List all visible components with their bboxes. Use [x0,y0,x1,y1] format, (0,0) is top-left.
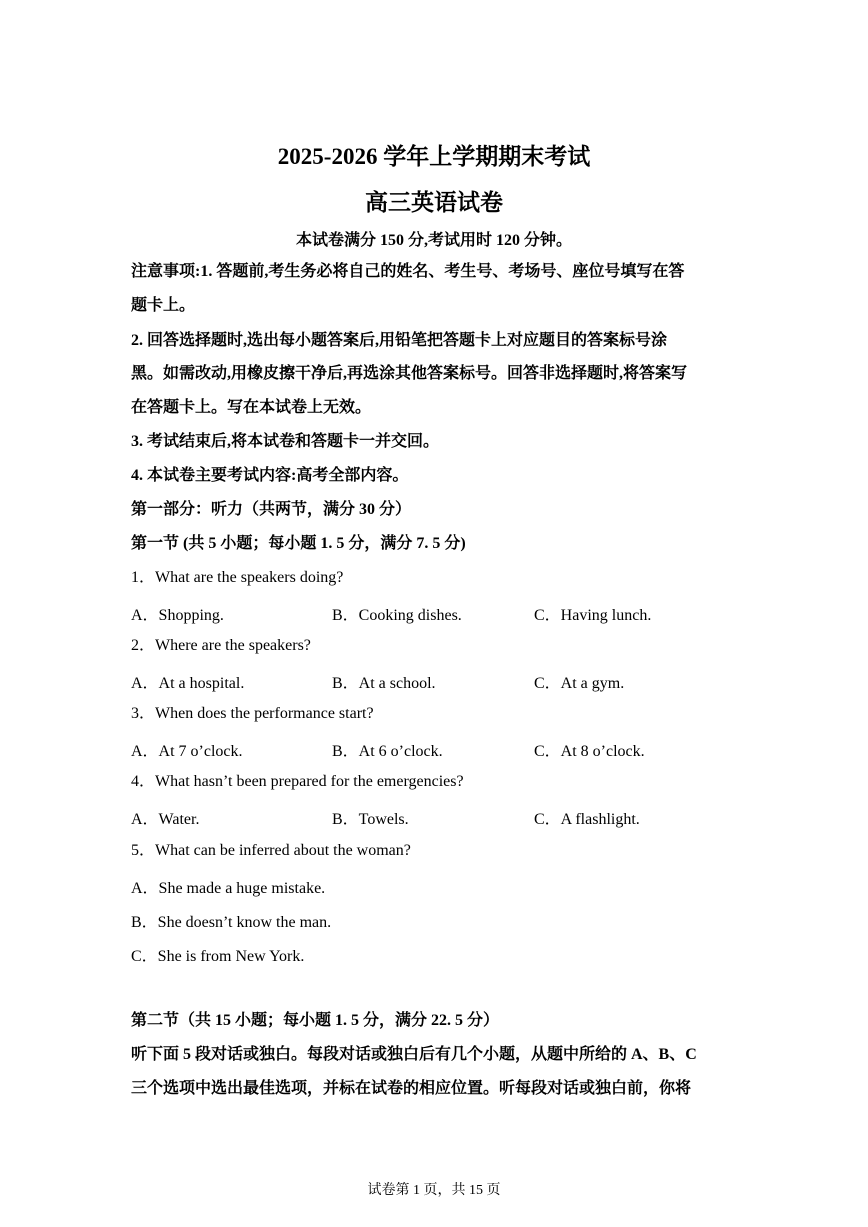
question-1-option-a: A．Shopping. [131,607,224,624]
question-3: 3．When does the performance start? [131,705,374,722]
part1-heading: 第一部分：听力（共两节，满分 30 分） [131,501,412,518]
notes-line-1: 注意事项:1. 答题前,考生务必将自己的姓名、考生号、考场号、座位号填写在答 [131,263,685,280]
question-4-option-b: B．Towels. [332,811,409,828]
section2-instructions-line-2: 三个选项中选出最佳选项，并标在试卷的相应位置。听每段对话或独白前，你将 [131,1080,692,1097]
question-2: 2．Where are the speakers? [131,637,311,654]
question-3-option-c: C．At 8 o’clock. [534,743,645,760]
question-1: 1．What are the speakers doing? [131,569,344,586]
question-1-option-b: B．Cooking dishes. [332,607,462,624]
notes-line-4: 黑。如需改动,用橡皮擦干净后,再选涂其他答案标号。回答非选择题时,将答案写 [131,365,688,382]
exam-title: 2025-2026 学年上学期期末考试 [277,144,591,169]
notes-line-3: 2. 回答选择题时,选出每小题答案后,用铅笔把答题卡上对应题目的答案标号涂 [131,332,668,349]
section1-heading: 第一节 (共 5 小题；每小题 1. 5 分，满分 7. 5 分) [131,535,466,552]
question-5-option-a: A．She made a huge mistake. [131,880,326,897]
question-2-option-a: A．At a hospital. [131,675,245,692]
page-footer: 试卷第 1 页，共 15 页 [367,1183,501,1198]
question-3-option-b: B．At 6 o’clock. [332,743,443,760]
question-4: 4．What hasn’t been prepared for the emergencies? [131,773,464,790]
score-note: 本试卷满分 150 分,考试用时 120 分钟。 [295,232,572,249]
question-5-option-c: C．She is from New York. [131,948,305,965]
notes-line-5: 在答题卡上。写在本试卷上无效。 [131,399,372,416]
notes-line-6: 3. 考试结束后,将本试卷和答题卡一并交回。 [131,433,440,450]
notes-line-2: 题卡上。 [131,297,196,314]
section2-instructions-line-1: 听下面 5 段对话或独白。每段对话或独白后有几个小题，从题中所给的 A、B、C [131,1046,697,1063]
question-5-option-b: B．She doesn’t know the man. [131,914,332,931]
question-4-option-a: A．Water. [131,811,200,828]
section2-heading: 第二节（共 15 小题；每小题 1. 5 分，满分 22. 5 分） [131,1012,500,1029]
question-3-option-a: A．At 7 o’clock. [131,743,243,760]
question-1-option-c: C．Having lunch. [534,607,652,624]
question-2-option-c: C．At a gym. [534,675,625,692]
notes-line-7: 4. 本试卷主要考试内容:高考全部内容。 [131,467,409,484]
exam-subtitle: 高三英语试卷 [365,190,503,215]
question-2-option-b: B．At a school. [332,675,436,692]
question-4-option-c: C．A flashlight. [534,811,640,828]
question-5: 5．What can be inferred about the woman? [131,842,411,859]
